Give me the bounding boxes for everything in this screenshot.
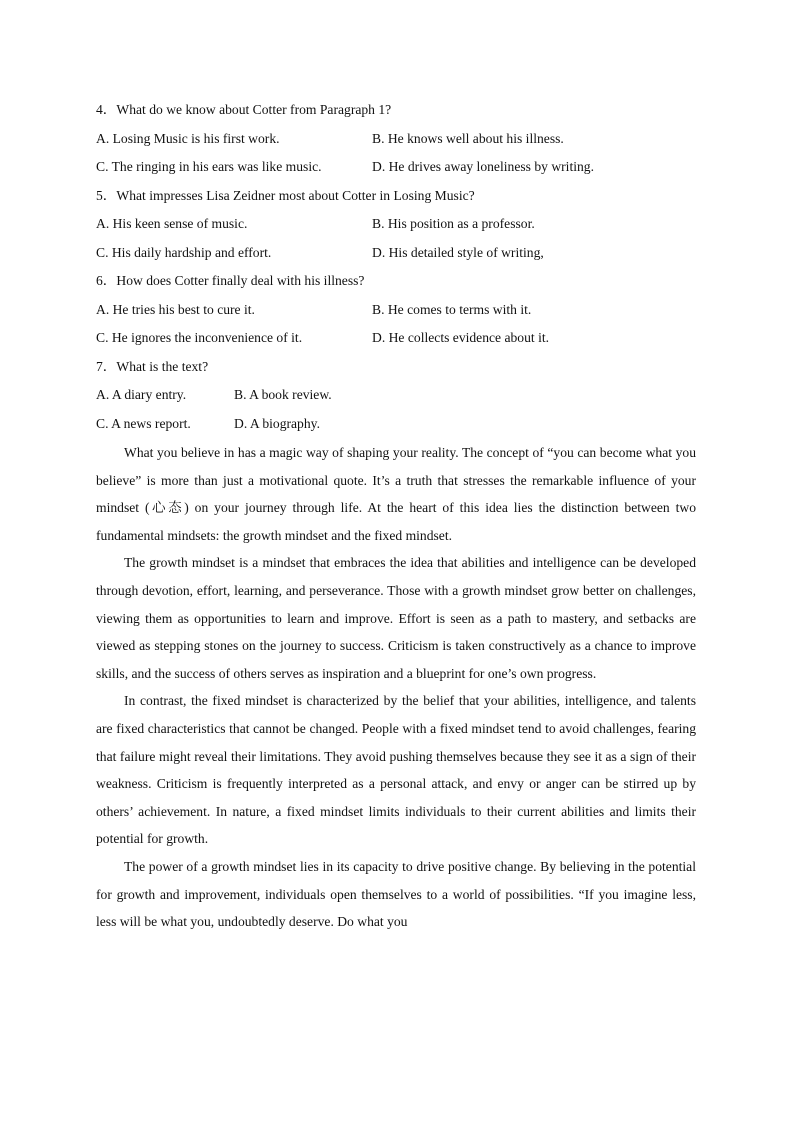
- passage-paragraph-2: The growth mindset is a mindset that embraces the idea that abilities and intelligence can be developed through devotion, effort, learning, and perseverance. Those with a growth mindset grow better on challenges, viewing them as opportunities to learn and improve. Effort is seen as a path to mastery, and setbacks are viewed as stepping stones on the journey to success. Criticism is taken constructively as a chance to improve skills, and the success of others serves as inspiration and a blueprint for one’s own progress.: [96, 555, 696, 681]
- question-7-options-row-1: [96, 381, 696, 410]
- passage-paragraph-4: The power of a growth mindset lies in its capacity to drive positive change. By believing in the potential for growth and improvement, individuals open themselves to a world of possibilities. “If you imagine less, less will be what you, undoubtedly deserve. Do what you: [96, 858, 696, 930]
- reading-passage: [96, 439, 696, 936]
- question-4-option-c[interactable]: C. The ringing in his ears was like music.: [96, 159, 322, 174]
- question-4-options-row-1: [96, 125, 696, 154]
- question-7-options-row-2: [96, 410, 696, 439]
- question-5-option-c[interactable]: C. His daily hardship and effort.: [96, 244, 272, 260]
- question-6-option-b[interactable]: B. He comes to terms with it.: [372, 301, 532, 317]
- question-4-stem: 4．What do we know about Cotter from Paragraph 1?: [96, 102, 392, 117]
- passage-paragraph-1: What you believe in has a magic way of shaping your reality. The concept of “you can become what you believe” is more than just a motivational quote. It’s a truth that stresses the remarkable influence of your mindset (心态) on your journey through life. At the heart of this idea lies the distinction between two fundamental mindsets: the growth mindset and the fixed mindset.: [96, 445, 696, 543]
- question-6-options-row-1: [96, 296, 696, 325]
- question-7-option-c[interactable]: C. A news report.: [96, 415, 191, 431]
- question-6-stem: 6．How does Cotter finally deal with his illness?: [96, 273, 365, 288]
- question-4-option-a[interactable]: A. Losing Music is his first work.: [96, 130, 280, 146]
- question-7-stem: 7．What is the text?: [96, 358, 209, 374]
- question-6-option-c[interactable]: C. He ignores the inconvenience of it.: [96, 330, 303, 345]
- question-4-option-b[interactable]: B. He knows well about his illness.: [372, 130, 564, 146]
- question-5-option-a[interactable]: A. His keen sense of music.: [96, 216, 248, 231]
- question-4-options-row-2: [96, 153, 696, 182]
- question-5-options-row-1: [96, 210, 696, 239]
- question-5-option-b[interactable]: B. His position as a professor.: [372, 216, 535, 231]
- document-page: [96, 96, 696, 936]
- question-6-options-row-2: [96, 324, 696, 353]
- question-4-option-d[interactable]: D. He drives away loneliness by writing.: [372, 159, 594, 174]
- question-5-stem: 5．What impresses Lisa Zeidner most about Cotter in Losing Music?: [96, 187, 475, 203]
- question-6-option-d[interactable]: D. He collects evidence about it.: [372, 330, 550, 345]
- passage-paragraph-3: In contrast, the fixed mindset is characterized by the belief that your abilities, intelligence, and talents are fixed characteristics that cannot be changed. People with a fixed mindset tend to avoid challenges, fearing that failure might reveal their limitations. They avoid pushing themselves because they see it as a sign of their weakness. Criticism is frequently interpreted as a personal attack, and envy or anger can be stirred up by others’ achievement. In nature, a fixed mindset limits individuals to their current abilities and limits their potential for growth.: [96, 693, 696, 847]
- question-7-option-a[interactable]: A. A diary entry.: [96, 387, 187, 402]
- question-5-option-d[interactable]: D. His detailed style of writing,: [372, 244, 544, 260]
- question-6-option-a[interactable]: A. He tries his best to cure it.: [96, 301, 255, 317]
- question-7-option-b[interactable]: B. A book review.: [234, 387, 332, 402]
- question-7-option-d[interactable]: D. A biography.: [234, 415, 320, 431]
- question-5-options-row-2: [96, 239, 696, 268]
